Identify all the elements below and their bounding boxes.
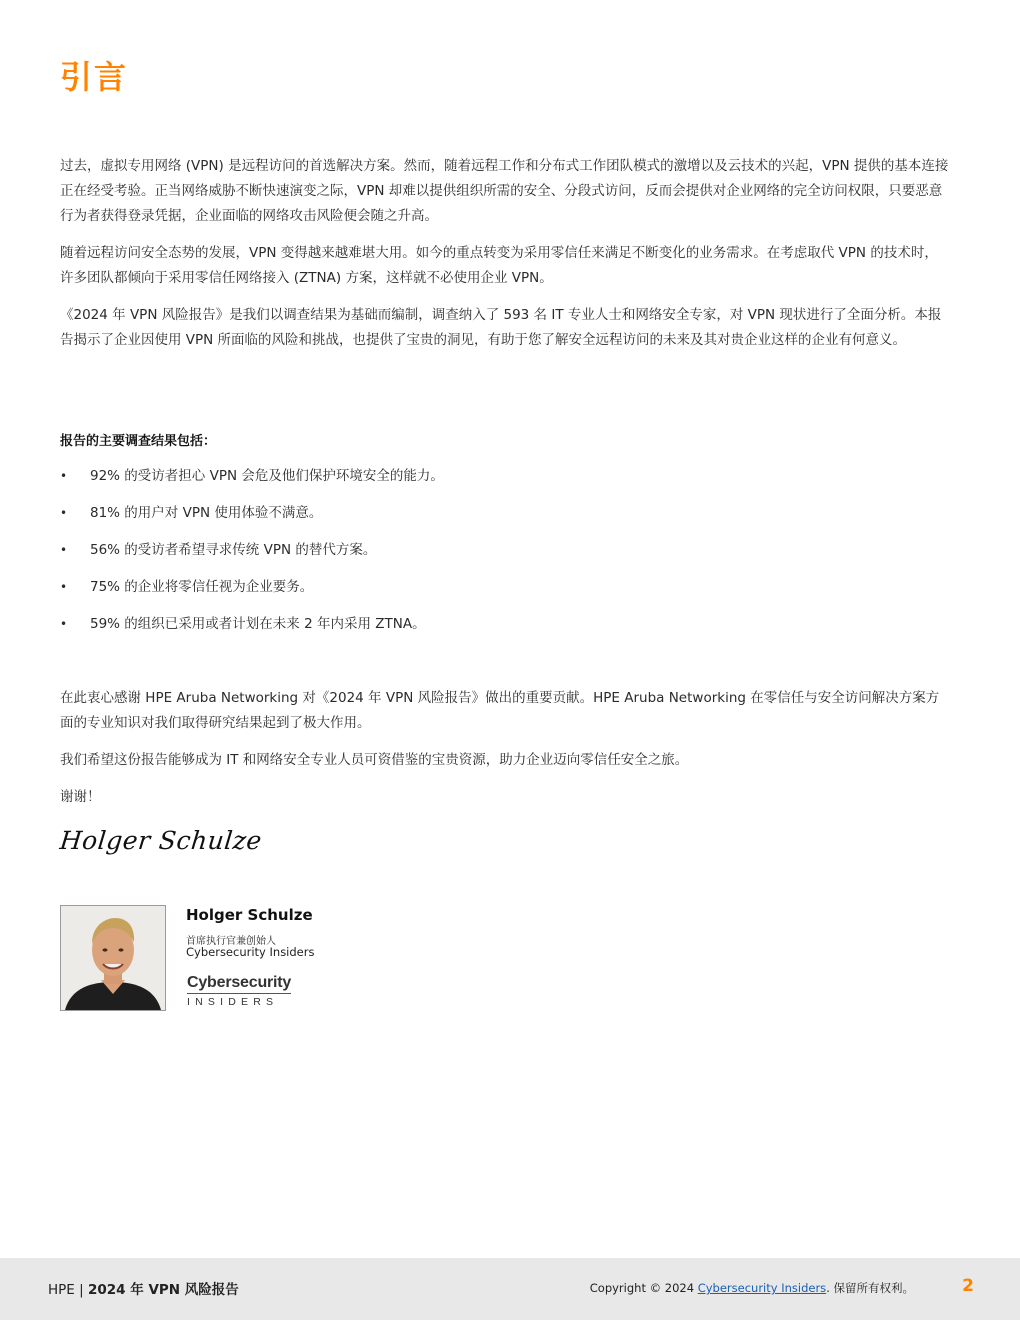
intro-paragraph: 《2024 年 VPN 风险报告》是我们以调查结果为基础而编制，调查纳入了 593 名 IT 专业人士和网络安全专家，对 VPN 现状进行了全面分析。本报告揭示了企业因使用 VPN 所面临的风险和挑战，也提供了宝贵的洞见，有助于您了解安全远程访问的未来及其对贵企业这样的企业有何意义。 (60, 307, 942, 348)
author-role: 首席执行官兼创始人 (186, 936, 276, 947)
copyright-prefix: Copyright © 2024 (589, 1281, 695, 1295)
acknowledgement-paragraph: 在此衷心感谢 HPE Aruba Networking 对《2024 年 VPN 风险报告》做出的重要贡献。HPE Aruba Networking 在零信任与安全访问解决方案方面的专业知识对我们取得研究结果起到了极大作用。 (60, 690, 940, 731)
bullet-icon: • (60, 469, 68, 483)
author-organization: Cybersecurity Insiders (186, 945, 315, 959)
finding-text: 56% 的受访者希望寻求传统 VPN 的替代方案。 (90, 542, 377, 558)
logo-wordmark-top: Cybersecurity (187, 974, 292, 991)
footer-separator: | (79, 1282, 84, 1298)
footer-report-name: 2024 年 VPN 风险报告 (87, 1282, 239, 1298)
intro-paragraph: 随着远程访问安全态势的发展，VPN 变得越来越难堪大用。如今的重点转变为采用零信任来满足不断变化的业务需求。在考虑取代 VPN 的技术时，许多团队都倾向于采用零信任网络接入 (ZTNA) 方案，这样就不必使用企业 VPN。 (60, 245, 938, 286)
list-item (60, 574, 950, 611)
logo-wordmark-bottom: INSIDERS (187, 996, 279, 1008)
finding-text: 75% 的企业将零信任视为企业要务。 (90, 579, 314, 595)
acknowledgement-section (60, 686, 950, 822)
page-title: 引言 (60, 58, 129, 96)
author-photo (60, 905, 166, 1011)
footer-copyright (590, 1280, 914, 1296)
findings-heading: 报告的主要调查结果包括： (60, 434, 217, 449)
footer-brand: HPE (48, 1282, 75, 1298)
footer-report-title (48, 1278, 239, 1298)
portrait-photo-icon (61, 906, 165, 1010)
copyright-suffix: . 保留所有权利。 (826, 1281, 914, 1295)
bullet-icon: • (60, 617, 68, 631)
handwritten-signature: Holger Schulze (58, 826, 264, 855)
findings-list (60, 463, 950, 648)
cybersecurity-insiders-logo (187, 974, 297, 1014)
list-item (60, 500, 950, 537)
list-item (60, 537, 950, 574)
finding-text: 81% 的用户对 VPN 使用体验不满意。 (90, 505, 323, 521)
intro-section (60, 154, 950, 365)
finding-text: 59% 的组织已采用或者计划在未来 2 年内采用 ZTNA。 (90, 616, 426, 632)
closing-text: 谢谢！ (60, 789, 101, 805)
page-number: 2 (962, 1276, 974, 1296)
bullet-icon: • (60, 580, 68, 594)
bullet-icon: • (60, 543, 68, 557)
bullet-icon: • (60, 506, 68, 520)
cybersecurity-insiders-link[interactable]: Cybersecurity Insiders (697, 1281, 827, 1295)
acknowledgement-paragraph: 我们希望这份报告能够成为 IT 和网络安全专业人员可资借鉴的宝贵资源，助力企业迈向零信任安全之旅。 (60, 752, 689, 768)
intro-paragraph: 过去，虚拟专用网络 (VPN) 是远程访问的首选解决方案。然而，随着远程工作和分布式工作团队模式的激增以及云技术的兴起，VPN 提供的基本连接正在经受考验。正当网络威胁不断快速演变之际，VPN 却难以提供组织所需的安全、分段式访问，反而会提供对企业网络的完全访问权限，只要恶意行为者获得登录凭据，企业面临的网络攻击风险便会随之升高。 (60, 158, 949, 224)
author-name: Holger Schulze (186, 906, 313, 924)
page-footer (0, 1258, 1020, 1320)
list-item (60, 611, 950, 648)
finding-text: 92% 的受访者担心 VPN 会危及他们保护环境安全的能力。 (90, 468, 444, 484)
logo-divider (187, 993, 291, 994)
list-item (60, 463, 950, 500)
